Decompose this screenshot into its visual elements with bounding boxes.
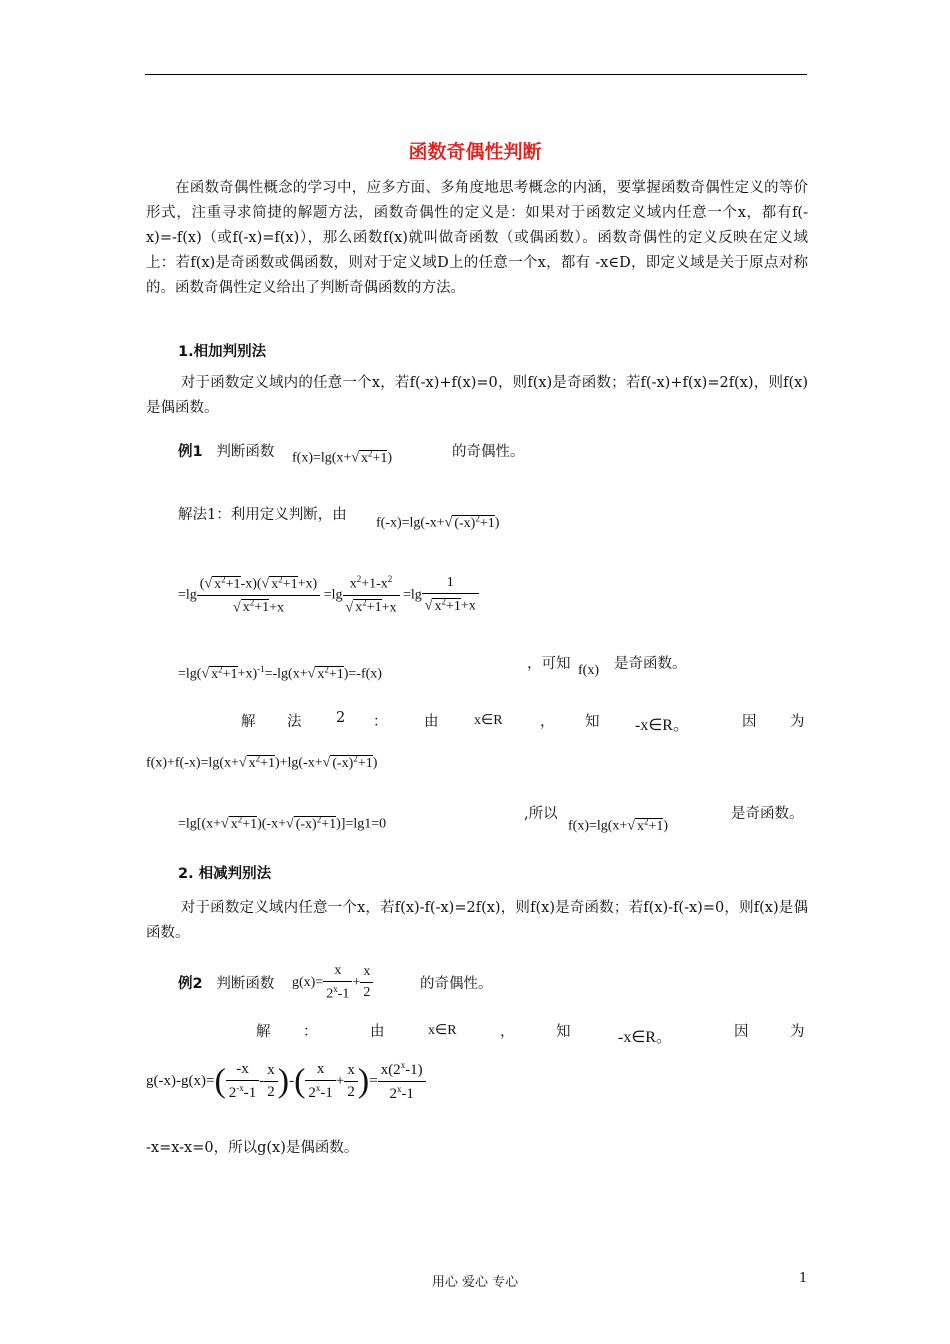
s2sol-word-5: ， (500, 1024, 515, 1040)
example-1-text: 判断函数 (216, 444, 275, 460)
footer-slogan: 用心 爱心 专心 (431, 1275, 519, 1290)
solution-1-known: ，可知 (527, 656, 571, 672)
s2sol-word-8: 因 (734, 1024, 749, 1040)
s2sol-word-1: 解 (256, 1024, 271, 1040)
s2sol-word-9: 为 (790, 1024, 805, 1040)
sol2-word-2: 法 (287, 714, 302, 730)
solution-2-fx-formula: f(x)=lg(x+√ $x^2+1$) (568, 816, 669, 834)
example-1-label: 例1 (178, 444, 203, 460)
solution-2-formula-b: =lg[(x+√ $x^2+1)(-x+√$ $(-x)^2+1)]=\lg 1=0$ (178, 814, 387, 832)
section-2-heading: 2. 相减判别法 (178, 866, 272, 882)
s2sol-word-7: -x∈R。 (618, 1029, 672, 1046)
header-rule (145, 74, 807, 75)
example-2-label: 例2 (178, 976, 203, 992)
sol2-word-5: 由 (424, 714, 439, 730)
s2sol-word-3: 由 (370, 1024, 385, 1040)
sol2-word-8: 知 (585, 714, 600, 730)
sol2-word-3: 2 (336, 710, 346, 726)
solution-1-formula-b: =lg $\frac{(√ x^2+1-x)(√ x^2+1+x)}{√ x^2+1+x}$ =lg $\frac{x^2+1-x^2}{√ x^2+1+x}$ =lg $\frac{1}{√ x^2+1+x}$ (178, 574, 479, 616)
sol2-word-11: 为 (790, 714, 805, 730)
example-1 (178, 440, 274, 461)
solution-1-conclusion: 是奇函数。 (614, 656, 687, 672)
sol2-word-7: ， (540, 714, 555, 730)
solution-1-formula-a: f(-x)=lg(-x+√ $(-x)^2+1$) (376, 513, 500, 531)
example-1-suffix: 的奇偶性。 (452, 444, 525, 460)
solution-1-fx: f(x) (578, 663, 599, 678)
intro-paragraph: 在函数奇偶性概念的学习中，应多方面、多角度地思考概念的内涵，要掌握函数奇偶性定义的等价形式，注重寻求简捷的解题方法，函数奇偶性的定义是：如果对于函数定义域内任意一个x，都有f(-x)=-f(x)（或f(-x)=f(x)），那么函数f(x)就叫做奇函数（或偶函数）。函数奇偶性的定义反映在定义域上：若f(x)是奇函数或偶函数，则对于定义域D上的任意一个x，都有 -x∈D，即定义域是关于原点对称的。函数奇偶性定义给出了判断奇偶函数的方法。 (146, 180, 808, 296)
example-2-suffix: 的奇偶性。 (420, 976, 493, 992)
section-1-heading: 1.相加判别法 (178, 344, 267, 360)
s2sol-word-2: ： (303, 1024, 318, 1040)
solution-3-formula: g(-x)-g(x)=( $\frac{-x}{2^{-x}-1}$ - $\frac{x}{2}$ )-( $\frac{x}{2^x-1}$ + $\frac{x}{2}$ )= $\frac{x(2^x-1)}{2^x-1}$ (146, 1060, 426, 1103)
section-1-text: 对于函数定义域内的任意一个x，若f(-x)+f(x)=0，则f(x)是奇函数；若f(-x)+f(x)=2f(x)，则f(x)是偶函数。 (146, 375, 808, 416)
sol2-word-4: ： (373, 714, 388, 730)
sol2-word-9: -x∈R。 (635, 717, 689, 734)
example-1-formula: f(x)=lg(x+√ $x^2+1$) (292, 448, 393, 466)
sol2-word-6: x∈R (474, 713, 503, 728)
solution-2-conclusion: 是奇函数。 (731, 806, 804, 822)
s2sol-word-6: 知 (556, 1024, 571, 1040)
solution-2-formula-a: f(x)+f(-x)=lg(x+√ $x^2+1)+\lg(-x+√$ $(-x)^2+1$) (146, 753, 378, 771)
solution-2-so: ,所以 (524, 806, 558, 822)
s2sol-word-4: x∈R (428, 1023, 457, 1038)
section-2-final: -x=x-x=0，所以g(x)是偶函数。 (146, 1140, 359, 1156)
sol2-word-10: 因 (742, 714, 757, 730)
page-title: 函数奇偶性判断 (408, 141, 542, 163)
example-2-formula: g(x)= $\frac{x}{2^x-1}$ + $\frac{x}{2}$ (292, 963, 373, 1003)
sol2-word-1: 解 (241, 714, 256, 730)
example-2 (178, 972, 274, 993)
solution-1-intro: 解法1：利用定义判断，由 (178, 507, 347, 523)
solution-1-formula-c: =lg(√ $x^2+1+x)^{-1}=-\lg(x+√$ $x^2+1)=-f(x)$ (178, 664, 382, 682)
section-2-text: 对于函数定义域内任意一个x，若f(x)-f(-x)=2f(x)，则f(x)是奇函数；若f(x)-f(-x)=0，则f(x)是偶函数。 (146, 900, 808, 941)
example-2-text: 判断函数 (216, 976, 275, 992)
page-number: 1 (799, 1271, 808, 1286)
